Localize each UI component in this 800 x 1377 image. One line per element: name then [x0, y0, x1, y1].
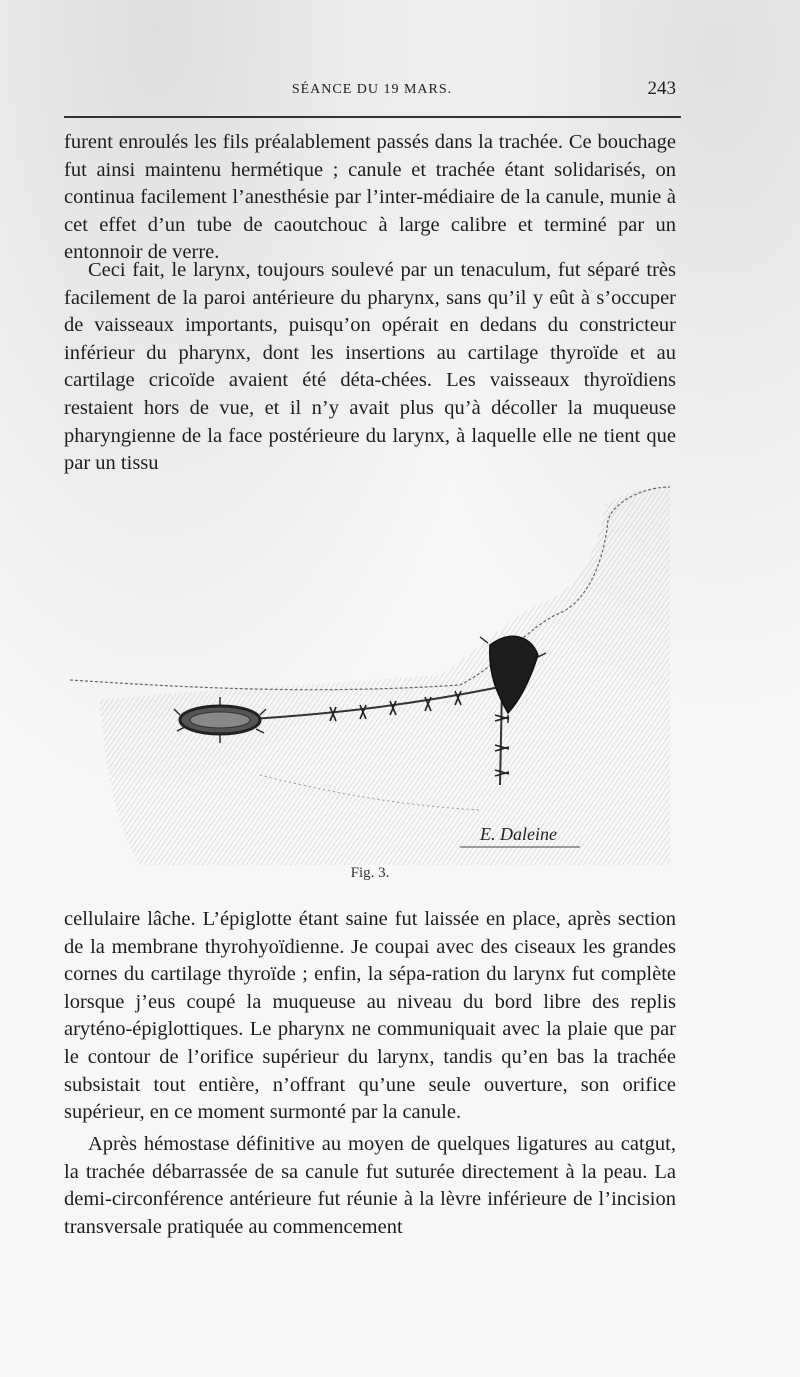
- paragraph-2: Ceci fait, le larynx, toujours soulevé par un tenaculum, fut séparé très facilement de la paroi antérieure du pharynx, sans qu’il y eût à s’occuper de vaisseaux importants, puisqu’on opérait en dedans du constricteur inférieur du pharynx, dont les insertions au cartilage thyroïde et au cartilage cricoïde avaient été déta-chées. Les vaisseaux thyroïdiens restaient hors de vue, et il n’y avait plus qu’à décoller la muqueuse pharyngienne de la face postérieure du larynx, à laquelle elle ne tient que par un tissu: [64, 259, 676, 475]
- figure-3-illustration: [60, 475, 740, 865]
- figure-caption: Fig. 3.: [350, 865, 390, 881]
- running-title: SÉANCE DU 19 MARS.: [291, 82, 453, 97]
- page-number: 243: [647, 78, 676, 99]
- paragraph-4: Après hémostase définitive au moyen de quelques ligatures au catgut, la trachée débarrassée de sa canule fut suturée directement à la peau. La demi-circonférence antérieure fut réunie à la lèvre inférieure de l’incision transversale pratiquée au commencement: [64, 1133, 676, 1238]
- paragraph-1: furent enroulés les fils préalablement passés dans la trachée. Ce bouchage fut ainsi maintenu hermétique ; canule et trachée étant solidarisés, on continua facilement l’anesthésie par l’inter-médiaire de la canule, munie à cet effet d’un tube de caoutchouc à large calibre et terminé par un entonnoir de verre.: [64, 131, 676, 264]
- paragraph-3: cellulaire lâche. L’épiglotte étant saine fut laissée en place, après section de la membrane thyrohyoïdienne. Je coupai avec des ciseaux les grandes cornes du cartilage thyroïde ; enfin, la sépa-ration du larynx fut complète lorsque j’eus coupé la muqueuse au niveau du bord libre des replis aryténo-épiglottiques. Le pharynx ne communiquait avec la plaie que par le contour de l’orifice supérieur du larynx, tandis qu’en bas la trachée subsistait tout entière, n’offrant qu’une seule ouverture, son orifice supérieur, en ce moment surmonté par la canule.: [64, 908, 676, 1124]
- signature-text: E. Daleine: [480, 824, 557, 844]
- running-header: [64, 80, 680, 102]
- header-rule: [64, 116, 681, 118]
- neck-shading: [100, 487, 670, 865]
- surgical-illustration: [60, 475, 740, 865]
